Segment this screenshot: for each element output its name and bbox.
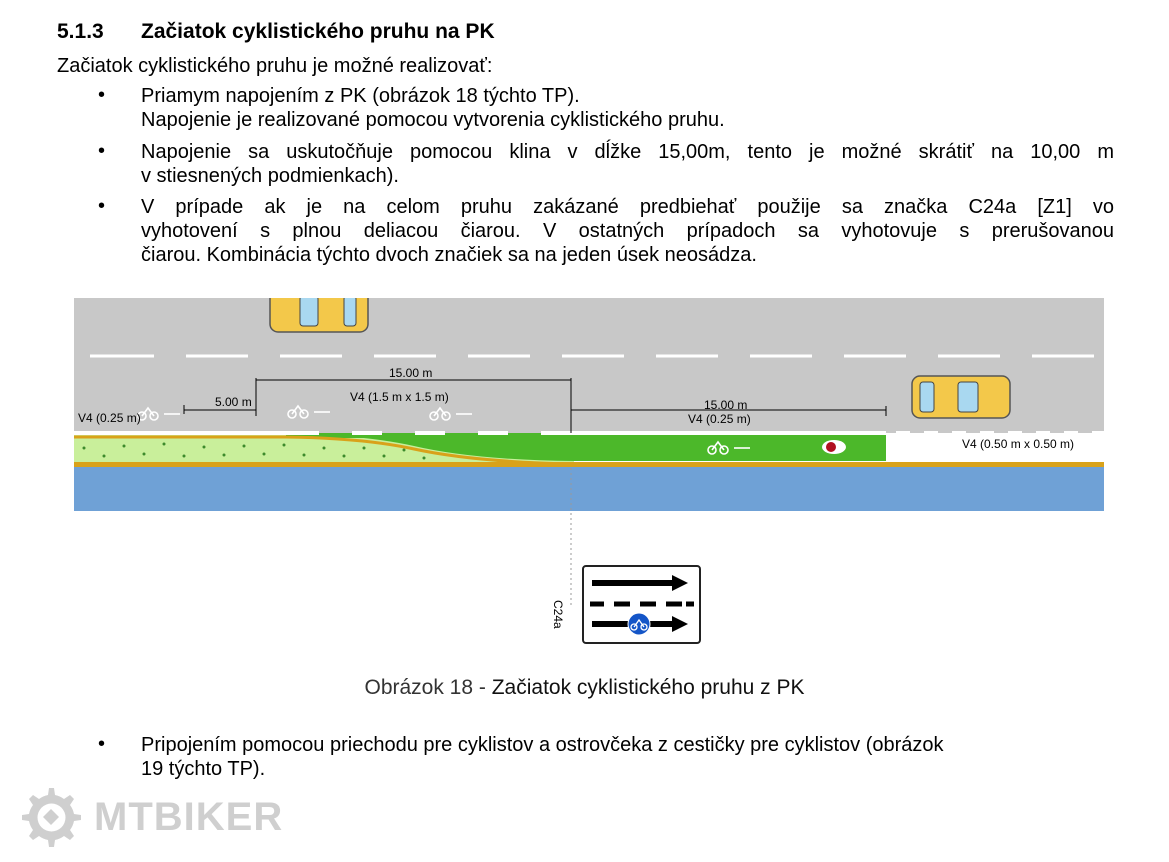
list-item [141,733,1114,781]
bullet-marker: • [98,195,106,217]
section-heading [57,20,495,44]
list-item-line: čiarou. Kombinácia týchto dvoch značiek sa na jeden úsek neosádza. [141,244,757,266]
bullet-marker: • [98,140,106,162]
verge-line [74,462,1104,467]
water-channel [74,467,1104,511]
label-v4-left: V4 (0.25 m) [78,411,141,425]
list-item [141,195,1114,267]
car-right [912,376,1010,418]
list-item [141,140,1114,188]
intro-paragraph: Začiatok cyklistického pruhu je možné realizovať: [57,55,493,77]
label-sign-code: C24a [551,600,565,629]
list-item-line: 19 týchto TP). [141,758,266,780]
watermark-text: MTBIKER [94,794,284,839]
cyclist-icon [822,440,846,454]
list-item-line: v stiesnených podmienkach). [141,165,399,187]
car-top [270,298,368,332]
caption-text: Začiatok cyklistického pruhu z PK [491,676,805,699]
label-v4-right: V4 (0.25 m) [688,412,751,426]
label-dim-15-right: 15.00 m [704,398,748,412]
list-item-line: Napojenie je realizované pomocou vytvorenia cyklistického pruhu. [141,109,725,131]
label-dim-15-top: 15.00 m [389,366,433,380]
list-item [141,84,1114,132]
section-number: 5.1.3 [57,20,104,43]
sign-c24a [583,566,700,643]
list-item-line: Napojenie sa uskutočňuje pomocou klina v dĺžke 15,00m, tento je možné skrátiť na 10,00 m [141,141,1114,163]
list-item-line: Priamym napojením z PK (obrázok 18 týchto TP). [141,85,580,107]
watermark-logo [16,784,283,850]
label-v4-far: V4 (0.50 m x 0.50 m) [962,437,1075,451]
bullet-marker: • [98,733,106,755]
section-title: Začiatok cyklistického pruhu na PK [141,20,495,43]
gear-icon [16,784,82,850]
list-item-line: Pripojením pomocou priechodu pre cyklistov a ostrovčeka z cestičky pre cyklistov (obrázok [141,734,944,756]
list-item-line: vyhotovení s plnou deliacou čiarou. V ostatných prípadoch sa vyhotovuje s prerušovanou [141,220,1114,242]
figure-caption [0,676,1169,700]
road-diagram [74,298,1104,648]
label-v4-mid: V4 (1.5 m x 1.5 m) [350,390,449,404]
label-dim-5: 5.00 m [215,395,252,409]
caption-prefix: Obrázok 18 - [364,676,492,699]
bullet-marker: • [98,84,106,106]
list-item-line: V prípade ak je na celom pruhu zakázané predbiehať použije sa značka C24a [Z1] vo [141,196,1114,218]
